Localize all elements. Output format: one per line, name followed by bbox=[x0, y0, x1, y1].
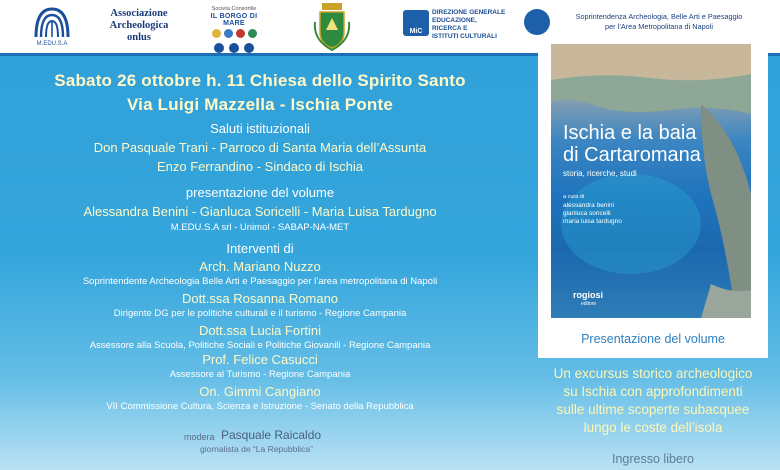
mic-dg-line-1: DIREZIONE GENERALE bbox=[432, 9, 506, 16]
speaker-role: Assessore alla Scuola, Politiche Sociali e Politiche Giovanili - Regione Campania bbox=[89, 340, 431, 351]
description-line-1: Un excursus storico archeologico bbox=[553, 366, 753, 381]
description-line-2: su Ischia con approfondimenti bbox=[563, 384, 743, 399]
event-date-place: Sabato 26 ottobre h. 11 Chiesa dello Spirito Santo bbox=[54, 71, 466, 90]
association-line-3: onlus bbox=[127, 32, 151, 43]
speaker-role: Assessore al Turismo - Regione Campania bbox=[169, 369, 351, 380]
association-name bbox=[104, 8, 174, 44]
moderator-role: giornalista de “La Repubblica” bbox=[200, 444, 313, 454]
mic-dg-text bbox=[432, 9, 505, 41]
book-curated-label: a cura di bbox=[563, 194, 585, 200]
soprintendenza-text bbox=[554, 12, 764, 32]
speaker-role: Soprintendente Archeologia Belle Arti e Paesaggio per l’area metropolitana di Napoli bbox=[82, 276, 438, 287]
book-author-2: gianluca soricelli bbox=[563, 210, 611, 217]
book-author-3: maria luisa tardugno bbox=[563, 218, 622, 225]
speakers-heading: Interventi di bbox=[226, 241, 294, 256]
soprintendenza-line-1: Soprintendenza Archeologia, Belle Arti e Paesaggio bbox=[575, 12, 743, 21]
event-address: Via Luigi Mazzella - Ischia Ponte bbox=[126, 95, 394, 114]
speaker-name: Prof. Felice Casucci bbox=[202, 352, 318, 367]
mic-dg-line-2: EDUCAZIONE, bbox=[432, 17, 477, 24]
presentation-authors: Alessandra Benini - Gianluca Soricelli - Maria Luisa Tardugno bbox=[83, 204, 437, 219]
book-publisher-sub: editore bbox=[581, 301, 597, 307]
leaf-icon bbox=[248, 29, 257, 38]
book-title-line-2: di Cartaromana bbox=[563, 144, 701, 166]
speaker-name: Arch. Mariano Nuzzo bbox=[199, 259, 321, 274]
moderator-label: modera bbox=[184, 432, 215, 442]
soprintendenza-line-2: per l’Area Metropolitana di Napoli bbox=[605, 22, 713, 31]
entry-note: Ingresso libero bbox=[612, 452, 694, 466]
book-author-1: alessandra benini bbox=[563, 202, 614, 209]
book-title-line-1: Ischia e la baia bbox=[563, 122, 697, 144]
description-line-3: sulle ultime scoperte subacquee bbox=[556, 402, 750, 417]
greetings-person-1: Don Pasquale Trani - Parroco di Santa Maria dell’Assunta bbox=[93, 140, 427, 155]
association-line-2: Archeologica bbox=[109, 20, 169, 31]
greetings-heading: Saluti istituzionali bbox=[210, 121, 310, 136]
medusa-logo bbox=[30, 3, 74, 51]
speaker-name: Dott.ssa Lucia Fortini bbox=[198, 323, 322, 338]
speaker-role: Dirigente DG per le politiche culturali e il turismo - Regione Campania bbox=[113, 308, 407, 319]
mic-label: MiC bbox=[409, 28, 423, 35]
description-line-4: lungo le coste dell’isola bbox=[583, 420, 723, 435]
book-cover bbox=[551, 44, 751, 318]
sun-icon bbox=[212, 29, 221, 38]
mic-dg-logo bbox=[403, 10, 429, 36]
association-line-1: Associazione bbox=[110, 8, 168, 19]
book-caption: Presentazione del volume bbox=[581, 332, 725, 346]
borgo-name: IL BORGO DI MARE bbox=[210, 13, 258, 27]
mic-dg-line-3: RICERCA E bbox=[432, 25, 468, 32]
badge-icon bbox=[229, 43, 239, 53]
presentation-heading: presentazione del volume bbox=[185, 185, 335, 200]
greetings-person-2: Enzo Ferrandino - Sindaco di Ischia bbox=[157, 159, 363, 174]
mic-dg-line-4: ISTITUTI CULTURALI bbox=[432, 33, 497, 40]
sopr-mic-logo bbox=[524, 9, 550, 35]
borgo-small-text: Societa Consortile bbox=[211, 6, 257, 12]
book-subtitle: storia, ricerche, studi bbox=[563, 169, 637, 178]
presentation-affiliations: M.EDU.S.A srl - Unimol - SABAP-NA-MET bbox=[170, 222, 350, 233]
badge-icon bbox=[214, 43, 224, 53]
moderator-name: Pasquale Raicaldo bbox=[221, 428, 322, 442]
borgo-di-mare-logo bbox=[203, 6, 265, 50]
wave-icon bbox=[224, 29, 233, 38]
cover-photo bbox=[551, 44, 751, 318]
badge-icon bbox=[244, 43, 254, 53]
book-publisher: rogiosi bbox=[573, 290, 604, 300]
borgo-icons bbox=[203, 29, 265, 38]
emblem-icon bbox=[236, 29, 245, 38]
ischia-coat-of-arms bbox=[312, 2, 352, 52]
medusa-logo-label: M.EDU.S.A bbox=[36, 41, 68, 47]
speaker-name: Dott.ssa Rosanna Romano bbox=[181, 291, 339, 306]
borgo-icons-row-2 bbox=[203, 43, 265, 53]
speaker-name: On. Gimmi Cangiano bbox=[199, 384, 321, 399]
speaker-role: VII Commissione Cultura, Scienza e Istruzione - Senato della Repubblica bbox=[106, 401, 414, 412]
